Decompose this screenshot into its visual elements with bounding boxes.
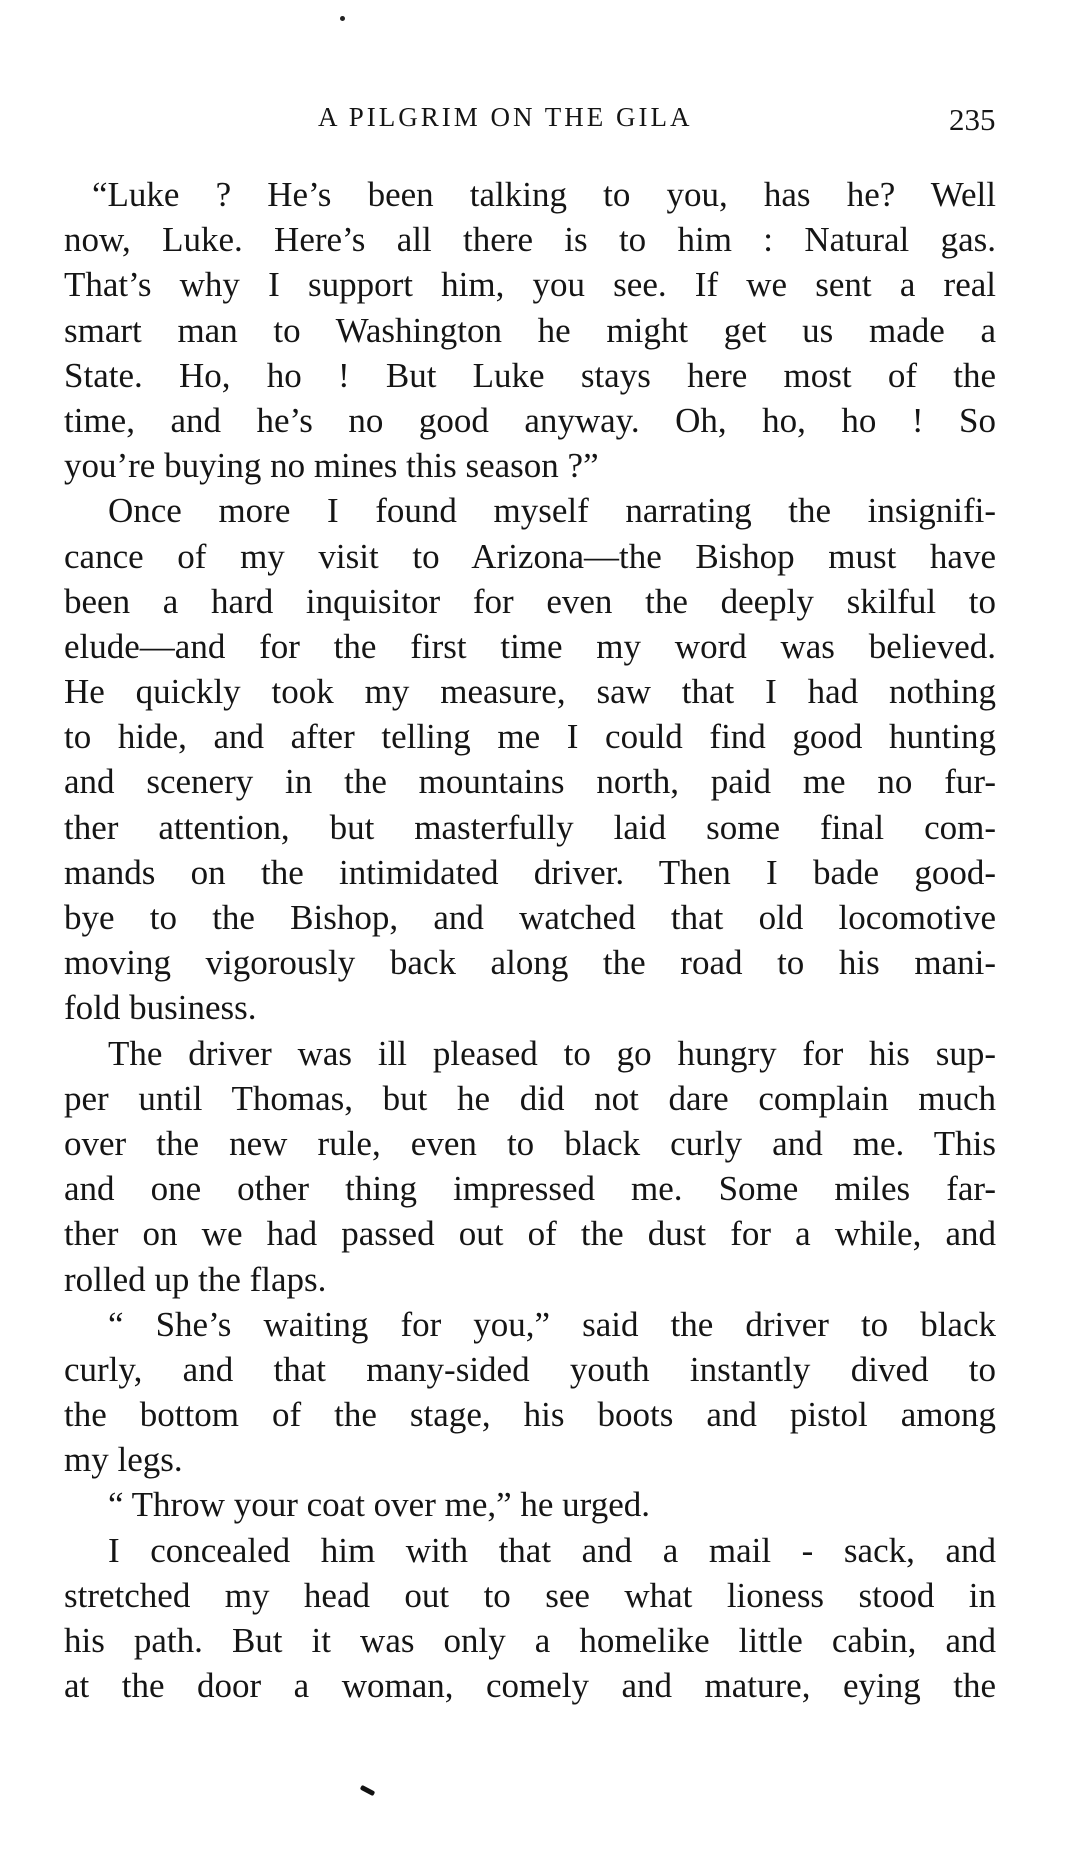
text-line: now, Luke. Here’s all there is to him : Natural gas. xyxy=(64,220,996,260)
ink-smudge xyxy=(360,1785,376,1796)
text-line: you’re buying no mines this season ?” xyxy=(64,446,599,486)
body-text xyxy=(64,172,996,1708)
text-line: “Luke ? He’s been talking to you, has he? Well xyxy=(92,175,996,214)
text-line: fold business. xyxy=(64,988,257,1028)
running-title: A PILGRIM ON THE GILA xyxy=(318,102,693,132)
text-line: over the new rule, even to black curly and me. This xyxy=(64,1123,996,1163)
text-line: I concealed him with that and a mail - sack, and xyxy=(108,1530,996,1570)
text-line: bye to the Bishop, and watched that old locomotive xyxy=(64,898,996,937)
text-line: cance of my visit to Arizona—the Bishop must have xyxy=(64,536,996,576)
text-line: stretched my head out to see what lioness stood in xyxy=(64,1575,996,1615)
text-line: The driver was ill pleased to go hungry for his sup- xyxy=(108,1033,996,1073)
text-line: per until Thomas, but he did not dare complain much xyxy=(64,1078,996,1118)
text-line: my legs. xyxy=(64,1440,183,1480)
text-line: rolled up the flaps. xyxy=(64,1259,327,1299)
text-line: ther on we had passed out of the dust for a while, and xyxy=(64,1214,996,1254)
text-line: “ She’s waiting for you,” said the driver to black xyxy=(108,1304,996,1344)
page-number: 235 xyxy=(949,102,996,137)
text-line: That’s why I support him, you see. If we sent a real xyxy=(64,265,996,305)
text-line: moving vigorously back along the road to his mani- xyxy=(64,943,996,983)
text-line: He quickly took my measure, saw that I had nothing xyxy=(64,672,996,712)
text-line: Once more I found myself narrating the insignifi- xyxy=(108,491,996,531)
text-line: and scenery in the mountains north, paid me no fur- xyxy=(64,762,996,802)
ink-speck xyxy=(340,16,345,21)
text-line: smart man to Washington he might get us made a xyxy=(64,310,996,350)
text-line: “ Throw your coat over me,” he urged. xyxy=(108,1485,650,1525)
text-line: the bottom of the stage, his boots and pistol among xyxy=(64,1395,996,1435)
text-line: been a hard inquisitor for even the deeply skilful to xyxy=(64,581,996,621)
text-line: and one other thing impressed me. Some miles far- xyxy=(64,1169,996,1209)
text-line: State. Ho, ho ! But Luke stays here most of the xyxy=(64,355,996,395)
text-line: at the door a woman, comely and mature, eying the xyxy=(64,1666,996,1706)
text-line: curly, and that many-sided youth instantly dived to xyxy=(64,1349,996,1389)
text-line: mands on the intimidated driver. Then I bade good- xyxy=(64,852,996,892)
text-line: to hide, and after telling me I could find good hunting xyxy=(64,717,996,757)
text-line: elude—and for the first time my word was believed. xyxy=(64,626,996,666)
text-line: time, and he’s no good anyway. Oh, ho, ho ! So xyxy=(64,400,996,440)
text-line: ther attention, but masterfully laid some final com- xyxy=(64,807,996,847)
text-line: his path. But it was only a homelike little cabin, and xyxy=(64,1621,996,1660)
